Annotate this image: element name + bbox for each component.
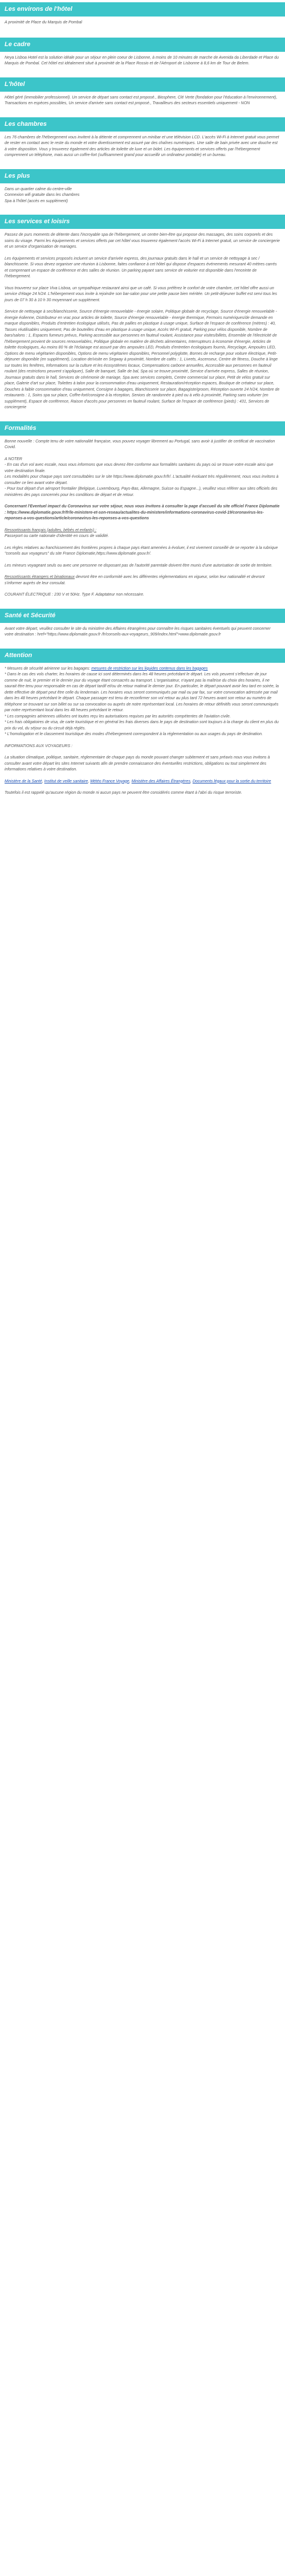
section-title-loisirs: Les services et loisirs xyxy=(0,215,285,229)
formalites-note xyxy=(5,457,280,499)
section-environs xyxy=(0,2,285,26)
link-affaires-etrangeres[interactable]: Ministère des Affaires Étrangères xyxy=(131,779,190,784)
environs-text: A proximité de Place du Marquis de Pombal xyxy=(5,20,82,24)
section-formalites xyxy=(0,421,285,598)
formalites-etrangers-title: Ressortissants étrangers et binationaux xyxy=(5,575,75,579)
section-attention xyxy=(0,649,285,797)
attention-bagages xyxy=(5,666,280,672)
attention-terrorisme: Toutefois il est rappelé qu'aucune région du monde ni aucun pays ne peuvent être considérés comme étant à l'abri du risque terroriste. xyxy=(5,791,242,795)
formalites-note-frontalier: - Pour tout départ d'un aéroport frontalier (Belgique, Luxembourg, Pays-Bas, Allemagne, Suisse ou Espagne...), veuillez vous référer aux sites officiels des ministères des pays concernés pour les conditions de départ et de retour. xyxy=(5,487,278,497)
formalites-text-1: Bonne nouvelle : Compte tenu de votre nationalité française, vous pouvez voyager librement au Portugal, sans avoir à justifier de certificat de vaccination Covid. xyxy=(5,439,275,449)
loisirs-text-3: Vous trouverez sur place Viva Lisboa, un sympathique restaurant ainsi que un café. Si vous préférez le confort de votre chambre, cet hôtel offre aussi un service d'étage 24 h/24. L'hébergement vous invite à rejoindre son bar-salon pour une petite pause bien méritée. Un petit-déjeuner buffet est servi tous les jours de 07 h 30 à 10 h 30 moyennant un supplément. xyxy=(5,286,278,302)
formalites-courant: COURANT ÉLECTRIQUE : 230 V et 50Hz. Type F. Adaptateur non nécessaire. xyxy=(5,593,144,597)
attention-info-title: INFORMATIONS AUX VOYAGEURS : xyxy=(5,744,73,748)
section-cadre xyxy=(0,38,285,67)
formalites-text-mineurs: Les mineurs voyageant seuls ou avec une personne ne disposant pas de l'autorité parentale doivent être munis d'une autorisation de sortie de territoire. xyxy=(5,563,273,568)
formalites-note-escale: - En cas d'un vol avec escale, nous vous informons que vous devrez être conforme aux formalités sanitaires du pays où se trouve votre escale ainsi que votre destination finale. xyxy=(5,463,274,473)
section-title-plus: Les plus xyxy=(0,169,285,183)
cadre-text: Neya Lisboa Hotel est la solution idéale pour un séjour en plein coeur de Lisbonne, à moins de 10 minutes de marche de Avenida da Liberdade et Place du Marquis de Pombal. Cet hôtel est idéalement situé à proximité de la Place Rossio et de l'Aéroport de Lisbonne à 8,6 km de Tour de Belem. xyxy=(5,55,279,65)
attention-frais: * Les frais obligatoires de visa, de carte touristique et en général les frais diverses dans le pays de destination sont toujours à la charge du client en plus du prix du vol, du séjour ou du circuit déjà réglés. xyxy=(5,720,279,731)
attention-info-text: La situation climatique, politique, sanitaire, réglementaire de chaque pays du monde pouvant changer subitement et sans préavis nous vous invitons à consulter avant votre départ les sites Internet suivants afin de prendre connaissance des éventuelles restrictions, obligations ou tout simplement des informations relatives à votre destination. xyxy=(5,756,270,772)
attention-charter: * Dans le cas des vols charter, les horaires de cause ici sont déterminés dans les 48 heures précédant le départ. Les vols peuvent s'effectuer de jour comme de nuit, le premier et le dernier jour du voyage étant consacrés au transport. L'organisateur, n'ayant pas la maîtrise du choix des horaires, il ne saurait être tenu pour responsable en cas de départ tardif et/ou de retour matinal le dernier jour. En particulier, le départ pouvant avoir lieu tard en soirée, la dette effective de départ peut être celle du lendemain. Les horaires vous seront communiqués par mail ou par fax, sur votre convocation adressée par mail dans les 48 heures précédant le départ. Chaque passager est tenu de reconfirmer son vol retour au plus tard 72 heures avant son retour au numéro de téléphone se trouvant sur son billet ou sur sa convocation ou auprès de notre représentant local. Les horaires de retour définitifs vous seront communiqués par notre représentant local dans les 48 heures précédant le retour. xyxy=(5,672,279,712)
plus-item: Dans un quartier calme du centre-ville xyxy=(5,187,72,191)
section-title-environs: Les environs de l'hôtel xyxy=(0,2,285,17)
loisirs-text-1: Passez de purs moments de détente dans l'incroyable spa de l'hébergement, un centre bien-être qui propose des massages, des soins corporels et des soins du visage. Parmi les équipements et services offerts par cet hôtel vous trouverez également l'accès Wi-Fi à Internet gratuit, un service de conciergerie et un service d'organisation de mariages. xyxy=(5,233,280,249)
liquides-restriction-link[interactable]: mesures de restriction sur les liquides contenus dans les bagages xyxy=(91,666,208,671)
formalites-coronavirus: Concernant l'Eventuel impact du Coronavirus sur votre séjour, nous vous invitons à consulter la page d'accueil du site officiel France Diplomatie : https://www.diplomatie.gouv.fr/fr/le-ministere-et-son-reseau/actualites-du-ministere/informations-coronavirus-covid-19/coronavirus-les-reponses-a-vos-questions/article/coronavirus-les-reponses-a-vos-questions xyxy=(5,504,280,520)
attention-bagages-text: * Mesures de sécurité aérienne sur les bagages: xyxy=(5,666,92,671)
section-title-attention: Attention xyxy=(0,649,285,663)
loisirs-text-4: Service de nettoyage à sec/blanchisserie, Source d'énergie renouvelable - énergie solaire, Politique globale de recyclage, Source d'énergie renouvelable - énergie éolienne, Distributeur en vrac pour articles de toilette, Source d'énergie renouvelable - énergie thermique, Fermoirs numériques/de demande en marque disponibles, Produits d'entretien écologique utilisés, Pas de pailles en plastique à usage unique, Surface de l'espace de conférence (mètres) : 40, Tasses réutilisables uniquement, Pas de bouteilles d'eau en plastique à usage unique, Accès Wi-Fi gratuit, Parking pour vélos disponible, Nombre de bars/salons : 1, Espaces fumeurs prévus, Parking accessible aux personnes en fauteuil roulant, Assistance pour visites/billets, Ensemble de l'électricité de l'hébergement provient de sources renouvelables, Politique globale en matière de déchets alimentaires, Interrupteurs à économie d'énergie, Articles de toilette écologiques, Au moins 80 % de l'éclairage est assuré par des ampoules LED, Produits d'entretien écologiques fournis, Recyclage, Ampoules LED, Options de menu végétarien disponibles, Options de menu végétarien disponibles, Personnel polyglotte, Bornes de recharge pour voiture électrique, Petit-déjeuner disponible (en supplément), Location de/visite en Segway à proximité, Nombre de cafés : 1, Livrets, Ascenseur, Centre de fitness, Douche à linge sur toutes les fenêtres, Informations sur la culture et les écosystèmes locaux, Compensations carbone annuelles, Accessible aux personnes en fauteuil roulant (des restrictions peuvent s'appliquer), Salle de banquet, Salle de bal, Spa où se trouve proximité, Service d'arrivée express, Salles de réunion, Journaux gratuits dans le hall, Services de cérémonie de mariage, Spa avec services complets, Centre commercial sur place, Petit de vélos gratuit sur place, Galerie d'art sur place, Toilettes à talon pour la consommation d'eau uniquement, Restauration/réception espaces, Boutique de créateur sur place, Douches à faible consommation d'eau uniquement, Consigne à bagages, Blanchisserie sur place, Bagagiste/groom, Réception ouverte 24 h/24, Nombre de restaurants : 1, Soins spa sur place, Coffre-fort/consigne à la réception, Seniors de randonnée à pied ou à vélo à proximité, Parking sans voiturier (en supplément), Espace de conférence, Raison d'accès pour personnes en fauteuil roulant, Surface de l'espace de conférence (pieds) : 431, Services de conciergerie xyxy=(5,310,280,409)
plus-item: Spa à l'hôtel (accès en supplément) xyxy=(5,199,68,203)
sante-text: Avant votre départ, veuillez consulter le site du ministère des Affaires étrangères pour connaître les risques sanitaires éventuels qui peuvent concerner votre destination : href="https://www.diplomatie.gouv.fr /fr/conseils-aux-voyageurs_909/index.html">www.diplomatie.gouv.fr xyxy=(5,626,271,637)
link-veille-sanitaire[interactable]: Institut de veille sanitaire xyxy=(44,779,88,784)
formalites-note-title: A NOTER xyxy=(5,457,22,461)
formalites-ressortissants-text: Passeport ou carte nationale d'identité en cours de validité. xyxy=(5,534,109,538)
attention-homologation: * L'homologation et le classement touristique des modes d'hébergement correspondent à la réglementation ou aux usages du pays de destination. xyxy=(5,732,263,736)
formalites-etrangers xyxy=(5,575,280,586)
section-loisirs xyxy=(0,215,285,411)
attention-compagnies: * Les compagnies aériennes utilisées ont toutes reçu les autorisations requises par les autorités compétentes de l'aviation civile. xyxy=(5,714,231,719)
section-chambres xyxy=(0,117,285,159)
section-title-cadre: Le cadre xyxy=(0,38,285,52)
attention-links: Ministère de la Santé, Institut de veille sanitaire, Météo France Voyage, Ministère des Affaires Étrangères, Documents légaux pour la sortie du territoire xyxy=(5,779,271,784)
section-title-hotel: L'hôtel xyxy=(0,77,285,92)
plus-item: Connexion wifi gratuite dans les chambres xyxy=(5,193,80,197)
formalites-ressortissants-title: Ressortissants français (adultes, bébés et enfants) : xyxy=(5,528,97,532)
link-meteo-france[interactable]: Météo France Voyage xyxy=(90,779,129,784)
link-documents-legaux[interactable]: Documents légaux pour la sortie du territoire xyxy=(192,779,271,784)
section-sante xyxy=(0,609,285,638)
formalites-text-regles: Les règles relatives au franchissement des frontières propres à chaque pays étant amenées à évoluer, il est vivement conseillé de se reporter à la rubrique "conseils aux voyageurs" du site France Diplomatie,https://www.diplomatie.gouv.fr/. xyxy=(5,545,278,556)
section-title-sante: Santé et Sécurité xyxy=(0,609,285,623)
loisirs-text-2: Les équipements et services proposés incluent un service d'arrivée express, des journaux gratuits dans le hall et un service de nettoyage à sec / blanchisserie. Si vous devez organiser une réunion à Lisbonne, faites confiance à cet hôtel qui dispose d'espaces événements mesurant 40 mètres carrés et comprenant un espace de conférence et des salles de réunion. Un parking payant sans service de voiturier est disponible dans l'enceinte de l'hébergement. xyxy=(5,256,277,278)
formalites-etrangers-text: devront être en conformité avec les différentes réglementations en vigueur, selon leur nationalité et devront s'informer auprès de leur consulat. xyxy=(5,575,265,585)
section-plus xyxy=(0,169,285,205)
chambres-text: Les 76 chambres de l'hébergement vous invitent à la détente et comprennent un minibar et une télévision LCD. L'accès Wi-Fi à Internet gratuit vous permet de rester en contact avec le reste du monde et votre divertissement est assuré par des chaînes numériques. Une salle de bain privée avec une douche est à votre disposition. Vous y trouverez également des articles de toilette de luxe et un bidet. Les équipements et services offerts par l'hébergement comprennent un téléphone, mais aussi un coffre-fort (suffisamment grand pour accueillir un ordinateur portable) et un bureau. xyxy=(5,135,279,157)
hotel-text: Hôtel géré (immobilier professionnel). Un service de départ sans contact est proposé., Biosphere, Clé Verte (fondation pour l'éducation à l'environnement), Transactions en espèces possibles, Un service d'arrivée sans contact est proposé., Travailleurs des secteurs essentiels uniquement - NON xyxy=(5,95,278,105)
section-hotel xyxy=(0,77,285,107)
section-title-chambres: Les chambres xyxy=(0,117,285,132)
formalites-note-modalites: Les modalités pour chaque pays sont consultables sur le site https://www.diplomatie.gouv.fr/fr/. L'actualité évoluant très régulièrement, nous vous invitons à consulter ce lien avant votre départ. xyxy=(5,475,279,485)
section-title-formalites: Formalités xyxy=(0,421,285,436)
formalites-ressortissants xyxy=(5,528,280,540)
link-ministere-sante[interactable]: Ministère de la Santé xyxy=(5,779,42,784)
